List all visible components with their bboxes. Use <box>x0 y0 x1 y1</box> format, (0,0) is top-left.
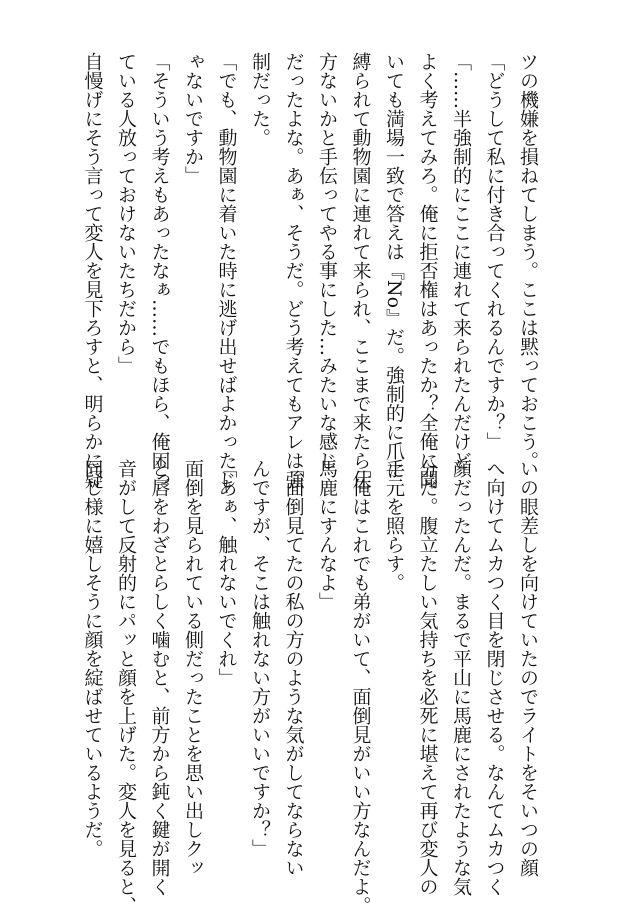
text-line: ツの機嫌を損ねてしまう。ここは黙っておこう。 <box>517 52 539 470</box>
text-line: 「俺はこれでも弟がいて、面倒見がいい方なんだよ。 <box>349 459 372 915</box>
text-line: 分だ。腹立たしい気持ちを必死に堪えて再び変人の <box>416 459 439 896</box>
text-line: と唇をわざとらしく噛むと、前方から鈍く鍵が開く <box>148 459 171 896</box>
text-line: ゃないですか」 <box>182 52 204 185</box>
text-line: 自慢げにそう言って変人を見下ろすと、明らかに疑 <box>81 52 104 489</box>
text-line: だったよな。あぁ、そうだ。どう考えてもアレは強 <box>282 52 305 489</box>
bottom-text-block <box>81 459 544 915</box>
top-text-block <box>81 52 544 489</box>
text-line: よく考えてみろ。俺に拒否権はあったか？全俺に聞 <box>416 52 439 489</box>
text-line: 方ないかと手伝ってやる事にした…みたいな感じ <box>316 52 338 470</box>
text-line: 縛られて動物園に連れて来られ、ここまで来たら仕 <box>349 52 372 489</box>
text-line: 「……半強制的にここに連れて来られたんだけど <box>450 52 472 470</box>
text-line: 「面倒見てたの私の方のような気がしてならない <box>282 459 305 877</box>
text-line: 手元を照らす。 <box>383 459 405 592</box>
text-line: へ向けてムカつく目を閉じさせる。なんてムカつく <box>483 459 506 896</box>
text-line: 同じ様に嬉しそうに顔を綻ばせているようだ。 <box>81 459 104 858</box>
text-line: んですが、そこは触れない方がいいですか？」 <box>249 459 271 858</box>
text-line: 「そういう考えもあったなぁ……でもほら、俺困っ <box>148 52 171 489</box>
text-line: 馬鹿にすんなよ」 <box>316 459 338 611</box>
text-line: 「あぁ、触れないでくれ」 <box>215 459 238 687</box>
text-line: 「どうして私に付き合ってくれるんですか？」 <box>483 52 506 451</box>
text-line: いの眼差しを向けていたのでライトをそいつの顔 <box>517 459 539 877</box>
text-line: 「でも、動物園に着いた時に逃げ出せばよかったじ <box>215 52 238 489</box>
text-line: 顔だったんだ。まるで平山に馬鹿にされたような気 <box>450 459 472 896</box>
text-line: 面倒を見られている側だったことを思い出しクッ <box>182 459 204 877</box>
text-line: ている人放っておけないたちだから」 <box>115 52 137 375</box>
text-line: いても満場一致で答えは『No』だ。強制的に爪に <box>383 52 405 480</box>
text-line: 音がして反射的にパッと顔を上げた。変人を見ると、 <box>115 459 137 915</box>
text-line: 制だった。 <box>249 52 271 147</box>
